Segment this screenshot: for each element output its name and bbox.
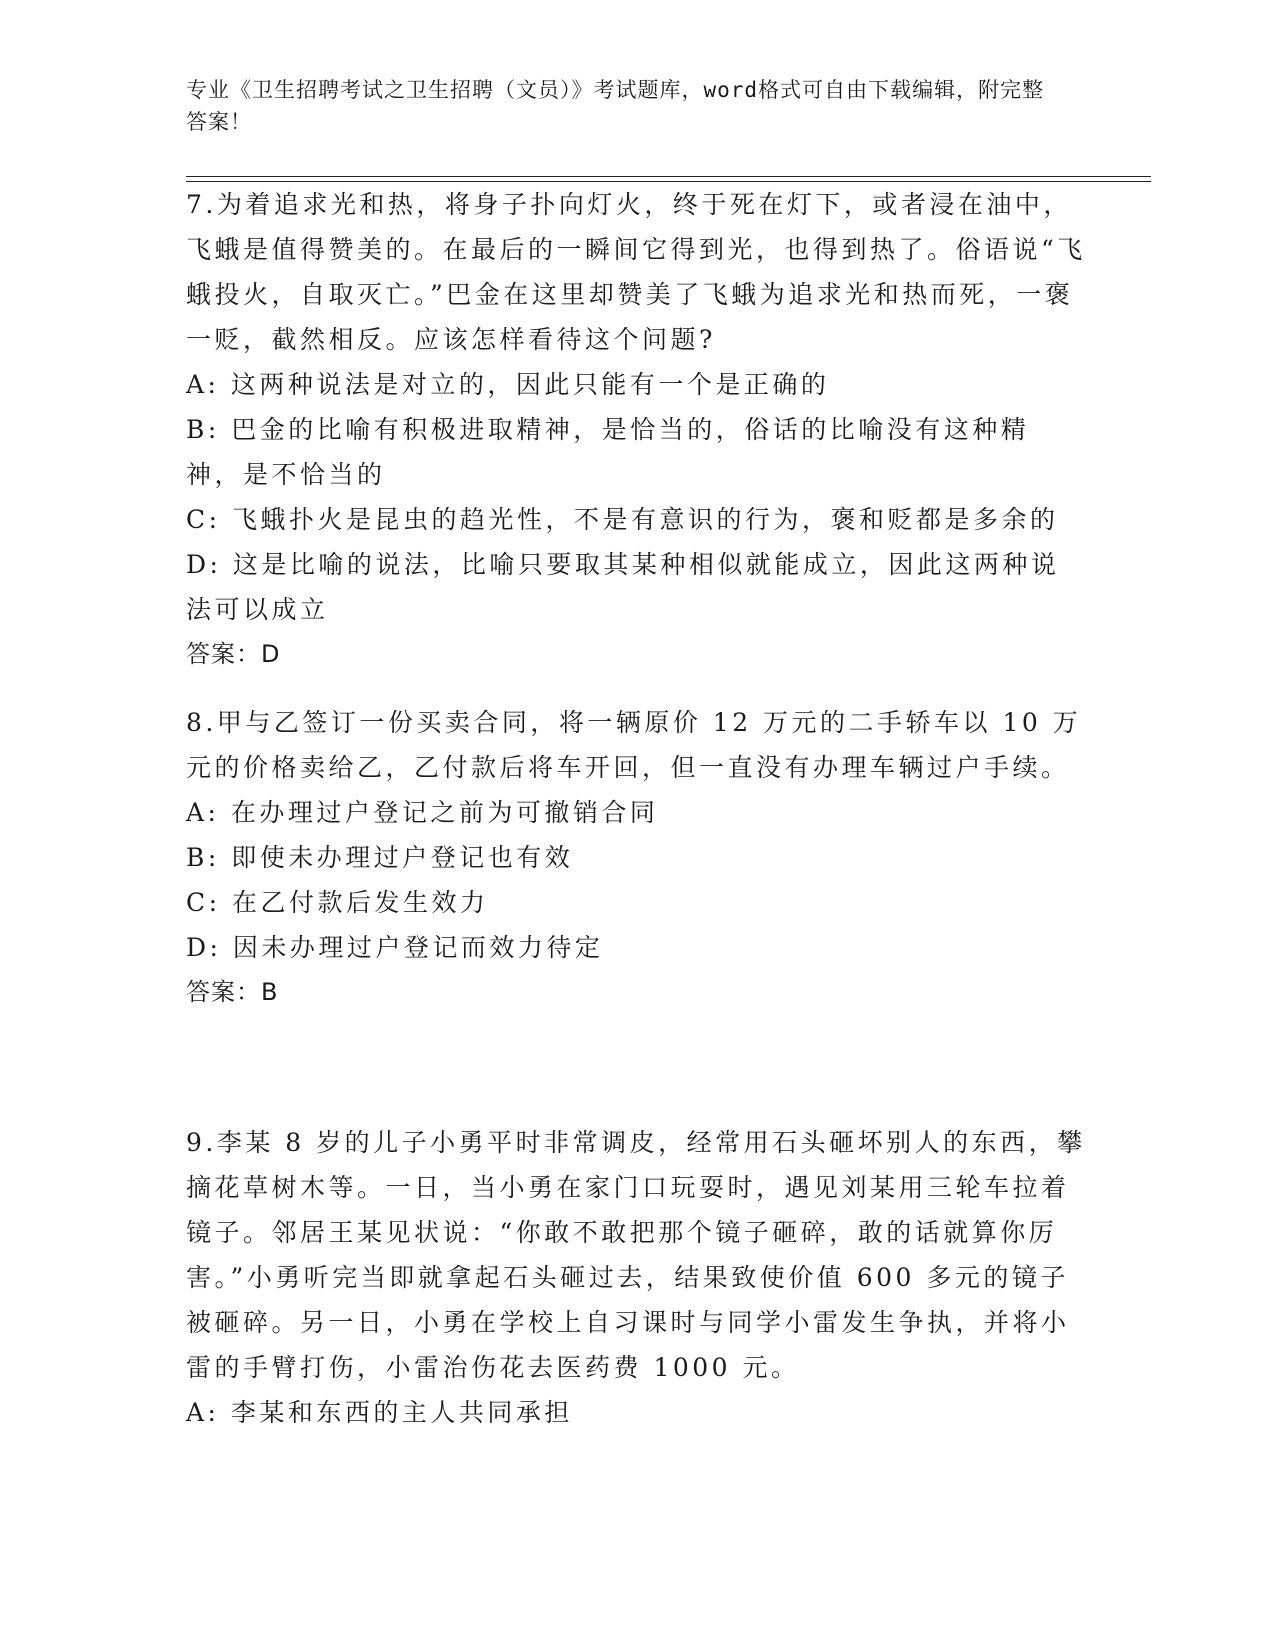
question-stem: 9.李某 8 岁的儿子小勇平时非常调皮，经常用石头砸坏别人的东西，攀摘花草树木等。一日，当小勇在家门口玩耍时，遇见刘某用三轮车拉着镜子。邻居王某见状说：“你敢不敢把那个镜子砸碎，敢的话就算你厉害。”小勇听完当即就拿起石头砸过去，结果致使价值 600 多元的镜子被砸碎。另一日，小勇在学校上自习课时与同学小雷发生争执，并将小雷的手臂打伤，小雷治伤花去医药费 1000 元。 <box>186 1128 1086 1382</box>
question-stem: 8.甲与乙签订一份买卖合同，将一辆原价 12 万元的二手轿车以 10 万元的价格卖给乙，乙付款后将车开回，但一直没有办理车辆过户手续。 <box>186 708 1082 782</box>
document-header: 专业《卫生招聘考试之卫生招聘（文员）》考试题库，word格式可自由下载编辑，附完整答案！ <box>186 78 1045 134</box>
question-8 <box>186 700 1086 1015</box>
option-d: D: 这是比喻的说法，比喻只要取其某种相似就能成立，因此这两种说法可以成立 <box>186 550 1060 624</box>
option-b: B: 即使未办理过户登记也有效 <box>186 843 574 872</box>
option-c: C: 在乙付款后发生效力 <box>186 888 489 917</box>
question-9 <box>186 1120 1086 1435</box>
question-stem: 7.为着追求光和热，将身子扑向灯火，终于死在灯下，或者浸在油中，飞蛾是值得赞美的。在最后的一瞬间它得到光，也得到热了。俗语说“飞蛾投火，自取灭亡。”巴金在这里却赞美了飞蛾为追求光和热而死，一褒一贬，截然相反。应该怎样看待这个问题? <box>186 190 1086 354</box>
option-a: A: 这两种说法是对立的，因此只能有一个是正确的 <box>186 370 830 399</box>
option-a: A: 在办理过户登记之前为可撤销合同 <box>186 798 659 827</box>
question-7 <box>186 182 1086 677</box>
answer: 答案：B <box>186 978 279 1006</box>
option-a: A: 李某和东西的主人共同承担 <box>186 1398 573 1427</box>
option-d: D: 因未办理过户登记而效力待定 <box>186 933 604 962</box>
option-b: B: 巴金的比喻有积极进取精神，是恰当的，俗话的比喻没有这种精神，是不恰当的 <box>186 415 1030 489</box>
answer: 答案：D <box>186 640 281 668</box>
option-c: C: 飞蛾扑火是昆虫的趋光性，不是有意识的行为，褒和贬都是多余的 <box>186 505 1059 534</box>
